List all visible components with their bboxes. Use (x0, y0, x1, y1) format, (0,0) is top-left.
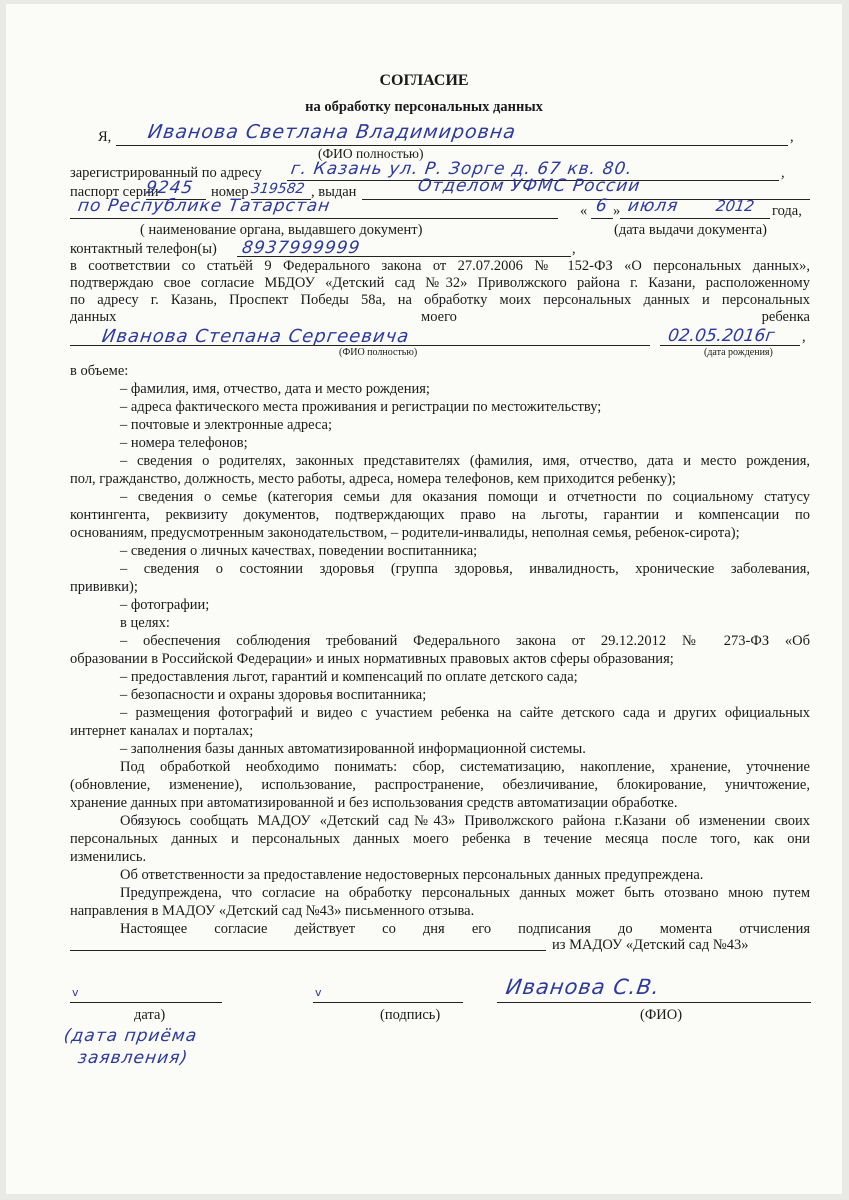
issuer-caption: ( наименование органа, выдавшего документ) (140, 222, 423, 238)
comma: , (802, 329, 806, 345)
parent-fio-handwritten: Иванова Светлана Владимировна (146, 121, 518, 143)
quote-open: « (580, 203, 588, 219)
issue-day-handwritten: 6 (594, 196, 610, 216)
body-text-line: – сведения о личных качествах, поведении воспитанника; (120, 543, 478, 559)
issuer-underline-2 (70, 218, 558, 219)
body-text-line: персональных данных и персональных данных моего ребенка в течение месяца после того, как они (70, 831, 810, 847)
body-text-line: пол, гражданство, должность, место работы, адреса, номера телефонов, кем приходится ребенку); (70, 471, 676, 487)
comma: , (572, 241, 576, 257)
fio-caption: (ФИО) (640, 1007, 683, 1023)
body-text-line: (обновление, изменение), использование, распространение, обезличивание, блокирование, уничтожение, (70, 777, 810, 793)
issue-day-underline (591, 218, 613, 219)
issue-month-handwritten: июля (626, 196, 680, 216)
body-text-line: – почтовые и электронные адреса; (120, 417, 332, 433)
address-handwritten: г. Казань ул. Р. Зорге д. 67 кв. 80. (289, 159, 635, 179)
body-text-line: – номера телефонов; (120, 435, 248, 451)
body-text-line: Об ответственности за предоставление недостоверных персональных данных предупреждена. (120, 867, 704, 883)
consent-document-page (6, 4, 842, 1194)
body-text-line: хранение данных при автоматизированной и без использования средств автоматизации обработке. (70, 795, 678, 811)
body-text-line: – предоставления льгот, гарантий и компенсаций по оплате детского сада; (120, 669, 578, 685)
passport-number-handwritten: 319582 (249, 181, 306, 197)
date-note-handwritten-2: заявления) (76, 1048, 190, 1068)
quote-close: » (613, 203, 621, 219)
body-text-line: Под обработкой необходимо понимать: сбор, систематизацию, накопление, хранение, уточнение (120, 759, 810, 775)
passport-series-label: паспорт серии (70, 184, 159, 200)
date-caption: дата) (134, 1007, 166, 1023)
body-text-line: – фамилия, имя, отчество, дата и место рождения; (120, 381, 430, 397)
issue-year-handwritten: 2012 (714, 197, 756, 215)
child-dob-caption: (дата рождения) (704, 347, 773, 358)
check-mark-icon: v (315, 986, 322, 999)
passport-number-label: номер (211, 184, 249, 200)
child-fio-handwritten: Иванова Степана Сергеевича (100, 326, 411, 347)
parent-fio-caption: (ФИО полностью) (318, 146, 424, 161)
parent-fio-underline (116, 145, 788, 146)
body-text-line: основаниям, предусмотренным законодательством, – родители-инвалиды, неполная семья, ребенок-сирота); (70, 525, 740, 541)
body-text-line: данных моего ребенка (70, 309, 810, 325)
child-fio-caption: (ФИО полностью) (339, 347, 418, 358)
address-label: зарегистрированный по адресу (70, 165, 262, 181)
body-text-line: – фотографии; (120, 597, 210, 613)
passport-series-handwritten: 9245 (144, 178, 195, 198)
issuer-handwritten-1: Отделом УФМС России (416, 176, 642, 196)
until-suffix: из МАДОУ «Детский сад №43» (552, 937, 749, 953)
comma: , (790, 129, 794, 145)
issuer-handwritten-2: по Республике Татарстан (76, 196, 332, 216)
issue-month-underline (620, 218, 770, 219)
date-note-handwritten-1: (дата приёма (62, 1026, 199, 1046)
body-text-line: в объеме: (70, 363, 129, 379)
body-text-line: – адреса фактического места проживания и регистрации по местожительству; (120, 399, 602, 415)
phone-label: контактный телефон(ы) (70, 241, 217, 257)
signature-caption: (подпись) (380, 1007, 441, 1023)
fio-field-line[interactable] (497, 1002, 811, 1003)
issue-date-caption: (дата выдачи документа) (614, 222, 768, 238)
body-text-line: в целях: (120, 615, 170, 631)
body-text-line: – обеспечения соблюдения требований Федерального закона от 29.12.2012 № 273-ФЗ «Об (120, 633, 810, 649)
i-label: Я, (98, 129, 112, 145)
body-text-line: Предупреждена, что согласие на обработку персональных данных может быть отозвано мною путем (120, 885, 810, 901)
body-text-line: прививки); (70, 579, 138, 595)
body-text-line: – безопасности и охраны здоровья воспитанника; (120, 687, 427, 703)
body-text-line: – сведения о семье (категория семьи для оказания помощи и отчетности по социальному статусу (120, 489, 810, 505)
body-text-line: – сведения о состоянии здоровья (группа здоровья, инвалидность, хронические заболевания, (120, 561, 810, 577)
signature-fio-handwritten: Иванова С.В. (504, 975, 662, 999)
issued-label: , выдан (311, 184, 357, 200)
document-title: СОГЛАСИЕ (379, 72, 469, 89)
body-text-line: – сведения о родителях, законных представителях (фамилия, имя, отчество, дата и место рождения, (120, 453, 810, 469)
until-underline (70, 950, 546, 951)
body-text-line: – заполнения базы данных автоматизированной информационной системы. (120, 741, 586, 757)
body-text-line: подтверждаю свое согласие МБДОУ «Детский сад №32» Приволжского района г. Казани, расположенному (70, 275, 810, 291)
child-dob-handwritten: 02.05.2016г (666, 326, 776, 346)
body-text-line: изменились. (70, 849, 147, 865)
body-text-line: образовании в Российской Федерации» и иных нормативных правовых актов сферы образования; (70, 651, 674, 667)
body-text-line: направления в МАДОУ «Детский сад №43» письменного отзыва. (70, 903, 475, 919)
body-text-line: по адресу г. Казань, Проспект Победы 58а, на обработку моих персональных данных и персональных (70, 292, 810, 308)
body-text-line: – размещения фотографий и видео с участием ребенка на сайте детского сада и других официальных (120, 705, 810, 721)
date-field-line[interactable] (70, 1002, 222, 1003)
body-text-line: в соответствии со статьёй 9 Федерального закона от 27.07.2006 № 152-ФЗ «О персональных данных», (70, 258, 810, 274)
check-mark-icon: v (72, 986, 79, 999)
body-text-line: Обязуюсь сообщать МАДОУ «Детский сад№43» Приволжского района г.Казани об изменении своих (120, 813, 810, 829)
document-subtitle: на обработку персональных данных (305, 99, 543, 115)
phone-handwritten: 8937999999 (240, 238, 362, 258)
body-text-line: Настоящее согласие действует со дня его подписания до момента отчисления (120, 921, 810, 937)
body-text-line: контингента, реквизиту документов, подтверждающих право на льготы, гарантии и компенсации по (70, 507, 810, 523)
body-text-line: интернет каналах и порталах; (70, 723, 254, 739)
comma: , (781, 165, 785, 181)
signature-field-line[interactable] (313, 1002, 463, 1003)
year-suffix: года, (772, 203, 802, 219)
